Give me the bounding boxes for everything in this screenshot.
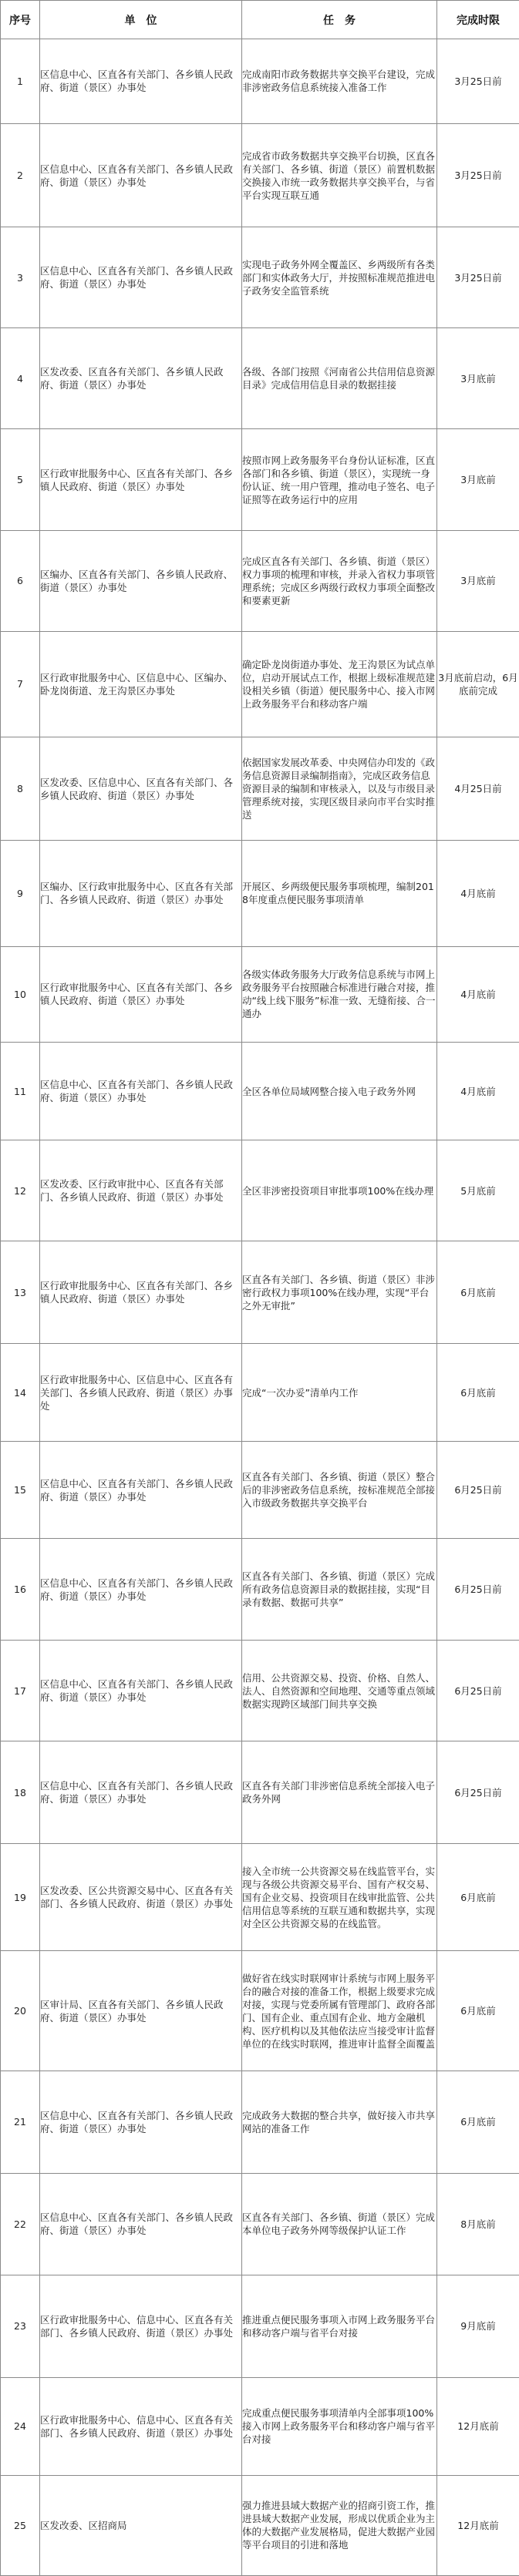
row-index: 1 — [17, 75, 23, 87]
row-task: 推进重点便民服务事项入市网上政务服务平台和移动客户端与省平台对接 — [242, 2313, 436, 2339]
row-task: 完成“一次办妥”清单内工作 — [242, 1386, 359, 1399]
header-index: 序号 — [1, 1, 40, 39]
row-index-cell — [1, 737, 40, 840]
row-deadline: 6月25日前 — [454, 1484, 502, 1496]
row-unit: 区行政审批服务中心、区直各有关部门、各乡镇人民政府、街道（景区）办事处 — [40, 467, 234, 492]
row-index: 20 — [14, 2005, 26, 2017]
row-deadline-cell — [437, 1950, 519, 2071]
row-task-cell — [242, 2475, 437, 2575]
row-task-cell — [242, 1741, 437, 1844]
row-index-cell — [1, 1741, 40, 1844]
row-unit-cell — [40, 1950, 242, 2071]
row-unit: 区信息中心、区直各有关部门、各乡镇人民政府、街道（景区）办事处 — [40, 265, 234, 291]
row-index-cell — [1, 946, 40, 1043]
row-deadline: 3月25日前 — [454, 75, 502, 87]
row-unit: 区发改委、区招商局 — [40, 2519, 127, 2531]
row-task-cell — [242, 1241, 437, 1344]
row-index: 25 — [14, 2519, 26, 2531]
row-task: 全区各单位局域网整合接入电子政务外网 — [242, 1085, 416, 1097]
row-index: 2 — [17, 170, 23, 182]
row-task-cell — [242, 1043, 437, 1140]
row-task-cell — [242, 328, 437, 429]
row-task: 实现电子政务外网全覆盖区、乡两级所有各类部门和实体政务大厅，并按照标准规范推进电子政务安全监管系统 — [242, 258, 436, 297]
row-deadline-cell — [437, 1140, 519, 1241]
row-unit-cell — [40, 328, 242, 429]
row-index-cell — [1, 1442, 40, 1539]
row-task-cell — [242, 1539, 437, 1641]
row-unit-cell — [40, 2475, 242, 2575]
row-unit-cell — [40, 39, 242, 124]
row-unit-cell — [40, 2173, 242, 2275]
row-task: 强力推进县域大数据产业的招商引资工作，推进县域大数据产业发展，形成以优质企业为主体的大数据产业发展格局，促进大数据产业园等平台项目的引进和落地 — [242, 2500, 436, 2551]
table-row — [1, 1641, 519, 1741]
row-deadline: 6月25日前 — [454, 1786, 502, 1798]
row-index-cell — [1, 1043, 40, 1140]
table-row — [1, 2475, 519, 2575]
row-unit: 区信息中心、区直各有关部门、各乡镇人民政府、街道（景区）办事处 — [40, 1678, 234, 1704]
row-unit: 区信息中心、区直各有关部门、各乡镇人民政府、街道（景区）办事处 — [40, 2109, 234, 2134]
row-unit-cell — [40, 123, 242, 227]
row-unit-cell — [40, 1844, 242, 1950]
row-deadline: 6月底前 — [460, 1286, 496, 1298]
row-unit: 区编办、区行政审批服务中心、区直各有关部门、各乡镇人民政府、街道（景区）办事处 — [40, 881, 234, 906]
row-index: 21 — [14, 2116, 26, 2128]
row-deadline: 3月25日前 — [454, 170, 502, 182]
row-index: 6 — [17, 575, 23, 587]
row-index-cell — [1, 429, 40, 531]
row-unit-cell — [40, 1140, 242, 1241]
row-task-cell — [242, 841, 437, 946]
row-task: 完成省市政务数据共享交换平台切换，区直各有关部门、各乡镇、街道（景区）前置机数据交换接入市统一政务数据共享交换平台，与省平台实现互联互通 — [242, 149, 436, 201]
row-unit: 区编办、区直各有关部门、各乡镇人民政府、街道（景区）办事处 — [40, 568, 234, 593]
table-row — [1, 631, 519, 737]
table-row — [1, 1344, 519, 1442]
row-unit: 区发改委、区信息中心、区直各有关部门、各乡镇人民政府、街道（景区）办事处 — [40, 776, 234, 801]
row-index: 15 — [14, 1484, 26, 1496]
row-deadline: 3月底前 — [460, 575, 496, 587]
row-unit-cell — [40, 1344, 242, 1442]
row-task: 各级实体政务服务大厅政务信息系统与市网上政务服务平台按照融合标准进行融合对接，推动“线上线下服务”标准一致、无缝衔接、合一通办 — [242, 969, 436, 1020]
table-row — [1, 946, 519, 1043]
row-task-cell — [242, 123, 437, 227]
row-index-cell — [1, 1641, 40, 1741]
row-index-cell — [1, 123, 40, 227]
row-task: 做好省在线实时联网审计系统与市网上服务平台的融合对接的准备工作，根据上级要求完成对接，实现与党委所属有管理部门、政府各部门、国有企业、重点国有企业、地方金融机构、医疗机构以及其他依法应当接受审计监督单位的在线实时联网，推进审计监督全面覆盖 — [242, 1972, 436, 2050]
table-row — [1, 1043, 519, 1140]
row-deadline-cell — [437, 531, 519, 631]
row-task: 完成重点便民服务事项清单内全部事项100%接入市网上政务服务平台和移动客户端与省平台对接 — [242, 2407, 436, 2446]
row-deadline-cell — [437, 429, 519, 531]
row-task-cell — [242, 227, 437, 328]
row-deadline-cell — [437, 2275, 519, 2377]
row-task: 确定卧龙岗街道办事处、龙王沟景区为试点单位，启动开展试点工作，根据上级标准规范建设相关乡镇（街道）便民服务中心、接入市网上政务服务平台和移动客户端 — [242, 658, 436, 710]
table-row — [1, 2173, 519, 2275]
row-unit: 区信息中心、区直各有关部门、各乡镇人民政府、街道（景区）办事处 — [40, 1079, 234, 1104]
row-unit: 区信息中心、区直各有关部门、各乡镇人民政府、街道（景区）办事处 — [40, 1477, 234, 1503]
row-index: 22 — [14, 2218, 26, 2230]
row-deadline-cell — [437, 39, 519, 124]
table-row — [1, 1741, 519, 1844]
row-unit-cell — [40, 841, 242, 946]
row-index: 10 — [14, 988, 26, 1000]
row-task: 全区非涉密投资项目审批事项100%在线办理 — [242, 1184, 434, 1197]
row-unit: 区行政审批服务中心、信息中心、区直各有关部门、各乡镇人民政府、街道（景区）办事处 — [40, 2413, 234, 2439]
row-deadline: 6月底前 — [460, 1386, 496, 1399]
row-task-cell — [242, 737, 437, 840]
table-row — [1, 1844, 519, 1950]
row-task-cell — [242, 946, 437, 1043]
row-index-cell — [1, 2071, 40, 2173]
row-unit: 区信息中心、区直各有关部门、各乡镇人民政府、街道（景区）办事处 — [40, 1780, 234, 1805]
row-task: 区直各有关部门、各乡镇、街道（景区）完成所有政务信息资源目录的数据挂接，实现“目录有数据、数据可共享” — [242, 1570, 436, 1609]
row-index-cell — [1, 1241, 40, 1344]
row-unit: 区信息中心、区直各有关部门、各乡镇人民政府、街道（景区）办事处 — [40, 1577, 234, 1602]
row-deadline-cell — [437, 1844, 519, 1950]
table-row — [1, 1442, 519, 1539]
row-deadline: 3月底前启动，6月底前完成 — [438, 671, 518, 697]
row-deadline: 9月底前 — [460, 2320, 496, 2333]
table-row — [1, 328, 519, 429]
row-unit: 区发改委、区直各有关部门、各乡镇人民政府、街道（景区）办事处 — [40, 366, 224, 391]
row-deadline-cell — [437, 328, 519, 429]
row-task-cell — [242, 631, 437, 737]
row-deadline: 6月底前 — [460, 1891, 496, 1903]
row-index: 13 — [14, 1286, 26, 1298]
row-unit-cell — [40, 429, 242, 531]
row-unit: 区审计局、区直各有关部门、各乡镇人民政府、街道（景区）办事处 — [40, 1998, 224, 2024]
row-deadline: 12月底前 — [457, 2519, 499, 2531]
row-unit-cell — [40, 1741, 242, 1844]
row-task: 按照市网上政务服务平台身份认证标准，区直各部门和各乡镇、街道（景区），实现统一身份认证、统一用户管理，推动电子签名、电子证照等在政务运行中的应用 — [242, 454, 436, 505]
row-unit-cell — [40, 1241, 242, 1344]
row-index: 9 — [17, 887, 23, 899]
row-task-cell — [242, 2071, 437, 2173]
row-task: 区直各有关部门、各乡镇、街道（景区）非涉密行政权力事项100%在线办理，实现“平台之外无审批” — [242, 1273, 436, 1312]
row-index-cell — [1, 1344, 40, 1442]
table-row — [1, 2275, 519, 2377]
row-index-cell — [1, 2275, 40, 2377]
row-index-cell — [1, 2475, 40, 2575]
header-deadline: 完成时限 — [437, 1, 519, 39]
row-deadline-cell — [437, 227, 519, 328]
row-deadline: 4月底前 — [460, 887, 496, 899]
row-deadline: 12月底前 — [457, 2420, 499, 2433]
row-task: 区直各有关部门、各乡镇、街道（景区）整合后的非涉密政务信息系统，按标准规范全部接入市级政务数据共享交换平台 — [242, 1471, 436, 1510]
row-index-cell — [1, 631, 40, 737]
row-task-cell — [242, 1844, 437, 1950]
table-row — [1, 1539, 519, 1641]
row-unit-cell — [40, 2275, 242, 2377]
row-deadline: 4月底前 — [460, 1085, 496, 1097]
table-row — [1, 2071, 519, 2173]
row-index: 23 — [14, 2320, 26, 2333]
row-task-cell — [242, 429, 437, 531]
row-index-cell — [1, 1140, 40, 1241]
row-unit: 区行政审批服务中心、区直各有关部门、各乡镇人民政府、街道（景区）办事处 — [40, 982, 234, 1007]
table-row — [1, 2377, 519, 2475]
row-deadline-cell — [437, 1539, 519, 1641]
row-index: 11 — [14, 1085, 26, 1097]
table-body — [1, 39, 519, 2576]
row-unit-cell — [40, 1539, 242, 1641]
row-unit-cell — [40, 531, 242, 631]
row-task: 依据国家发展改革委、中央网信办印发的《政务信息资源目录编制指南》，完成区政务信息资源目录的编制和审核录入，以及与市级目录管理系统对接，实现区级目录向市平台实时推送 — [242, 757, 436, 821]
row-deadline: 3月底前 — [460, 474, 496, 486]
table-row — [1, 1140, 519, 1241]
table-row — [1, 1950, 519, 2071]
row-task: 完成区直各有关部门、各乡镇、街道（景区）权力事项的梳理和审核，并录入省权力事项管理系统；完成区乡两级行政权力事项全面整改和要素更新 — [242, 555, 436, 606]
row-task: 区直各有关部门非涉密信息系统全部接入电子政务外网 — [242, 1780, 436, 1805]
row-index-cell — [1, 2377, 40, 2475]
row-deadline-cell — [437, 2173, 519, 2275]
row-unit: 区行政审批服务中心、区信息中心、区编办、卧龙岗街道、龙王沟景区办事处 — [40, 671, 234, 697]
row-index-cell — [1, 1539, 40, 1641]
row-task: 各级、各部门按照《河南省公共信用信息资源目录》完成信用信息目录的数据挂接 — [242, 366, 436, 391]
row-index-cell — [1, 531, 40, 631]
table-row — [1, 841, 519, 946]
row-unit-cell — [40, 631, 242, 737]
row-deadline: 6月底前 — [460, 2005, 496, 2017]
row-deadline-cell — [437, 631, 519, 737]
table-row — [1, 737, 519, 840]
row-deadline-cell — [437, 2475, 519, 2575]
row-index: 12 — [14, 1184, 26, 1197]
row-deadline-cell — [437, 123, 519, 227]
row-deadline: 6月25日前 — [454, 1584, 502, 1596]
row-deadline: 3月25日前 — [454, 271, 502, 284]
row-deadline-cell — [437, 946, 519, 1043]
row-index: 18 — [14, 1786, 26, 1798]
header-task: 任 务 — [242, 1, 437, 39]
row-task-cell — [242, 1140, 437, 1241]
row-unit-cell — [40, 737, 242, 840]
row-index: 4 — [17, 372, 23, 385]
row-task: 完成政务大数据的整合共享，做好接入市共享网站的准备工作 — [242, 2109, 436, 2134]
row-index-cell — [1, 1844, 40, 1950]
row-index: 3 — [17, 271, 23, 284]
table-row — [1, 429, 519, 531]
row-index: 16 — [14, 1584, 26, 1596]
row-unit: 区行政审批服务中心、区直各有关部门、各乡镇人民政府、街道（景区）办事处 — [40, 1280, 234, 1305]
row-task: 信用、公共资源交易、投资、价格、自然人、法人、自然资源和空间地理、交通等重点领域数据实现跨区域部门间共享交换 — [242, 1671, 436, 1710]
row-unit: 区信息中心、区直各有关部门、各乡镇人民政府、街道（景区）办事处 — [40, 2212, 234, 2237]
row-task-cell — [242, 531, 437, 631]
row-deadline: 6月底前 — [460, 2116, 496, 2128]
row-unit-cell — [40, 1043, 242, 1140]
row-deadline-cell — [437, 1741, 519, 1844]
row-index: 17 — [14, 1684, 26, 1697]
row-unit-cell — [40, 946, 242, 1043]
row-deadline: 5月底前 — [460, 1184, 496, 1197]
row-unit: 区信息中心、区直各有关部门、各乡镇人民政府、街道（景区）办事处 — [40, 163, 234, 188]
row-deadline-cell — [437, 841, 519, 946]
row-unit: 区行政审批服务中心、区信息中心、区直各有关部门、各乡镇人民政府、街道（景区）办事处 — [40, 1373, 234, 1412]
row-index-cell — [1, 328, 40, 429]
row-unit-cell — [40, 1641, 242, 1741]
header-unit: 单 位 — [40, 1, 242, 39]
row-index: 5 — [17, 474, 23, 486]
row-deadline: 3月底前 — [460, 372, 496, 385]
row-task: 接入全市统一公共资源交易在线监管平台，实现与各级公共资源交易平台、国有产权交易、国有企业交易、投资项目在线审批监管、公共信用信息等系统的互联互通和数据共享，实现对全区公共资源交易的在线监管。 — [242, 1865, 436, 1929]
row-index-cell — [1, 2173, 40, 2275]
table-row — [1, 227, 519, 328]
row-index: 8 — [17, 783, 23, 795]
row-index-cell — [1, 841, 40, 946]
row-deadline-cell — [437, 2071, 519, 2173]
row-task: 完成南阳市政务数据共享交换平台建设，完成非涉密政务信息系统接入准备工作 — [242, 69, 436, 94]
row-index-cell — [1, 1950, 40, 2071]
row-deadline-cell — [437, 2377, 519, 2475]
table-header-row — [1, 1, 519, 39]
row-unit-cell — [40, 227, 242, 328]
row-deadline-cell — [437, 737, 519, 840]
row-deadline-cell — [437, 1043, 519, 1140]
row-deadline: 6月25日前 — [454, 1684, 502, 1697]
row-task-cell — [242, 1950, 437, 2071]
row-unit: 区发改委、区行政审批中心、区直各有关部门、各乡镇人民政府、街道（景区）办事处 — [40, 1178, 224, 1204]
row-unit: 区发改委、区公共资源交易中心、区直各有关部门、各乡镇人民政府、街道（景区）办事处 — [40, 1885, 234, 1910]
table-row — [1, 123, 519, 227]
row-deadline: 8月底前 — [460, 2218, 496, 2230]
row-task-cell — [242, 2275, 437, 2377]
row-deadline: 4月25日前 — [454, 783, 502, 795]
table-row — [1, 39, 519, 124]
row-unit-cell — [40, 2071, 242, 2173]
row-deadline-cell — [437, 1344, 519, 1442]
row-task-cell — [242, 2173, 437, 2275]
row-task-cell — [242, 1641, 437, 1741]
row-unit-cell — [40, 1442, 242, 1539]
row-task: 区直各有关部门、各乡镇、街道（景区）完成本单位电子政务外网等级保护认证工作 — [242, 2212, 436, 2237]
row-unit: 区信息中心、区直各有关部门、各乡镇人民政府、街道（景区）办事处 — [40, 69, 234, 94]
row-deadline: 4月底前 — [460, 988, 496, 1000]
table-row — [1, 1241, 519, 1344]
row-deadline-cell — [437, 1442, 519, 1539]
row-index: 7 — [17, 678, 23, 690]
row-index-cell — [1, 39, 40, 124]
row-index: 19 — [14, 1891, 26, 1903]
row-task-cell — [242, 39, 437, 124]
row-deadline-cell — [437, 1641, 519, 1741]
table-row — [1, 531, 519, 631]
row-unit-cell — [40, 2377, 242, 2475]
row-unit: 区行政审批服务中心、信息中心、区直各有关部门、各乡镇人民政府、街道（景区）办事处 — [40, 2313, 234, 2339]
row-index: 24 — [14, 2420, 26, 2433]
row-index-cell — [1, 227, 40, 328]
row-deadline-cell — [437, 1241, 519, 1344]
row-task-cell — [242, 1442, 437, 1539]
row-index: 14 — [14, 1386, 26, 1399]
row-task-cell — [242, 1344, 437, 1442]
row-task: 开展区、乡两级便民服务事项梳理，编制2018年度重点便民服务事项清单 — [242, 881, 434, 906]
row-task-cell — [242, 2377, 437, 2475]
